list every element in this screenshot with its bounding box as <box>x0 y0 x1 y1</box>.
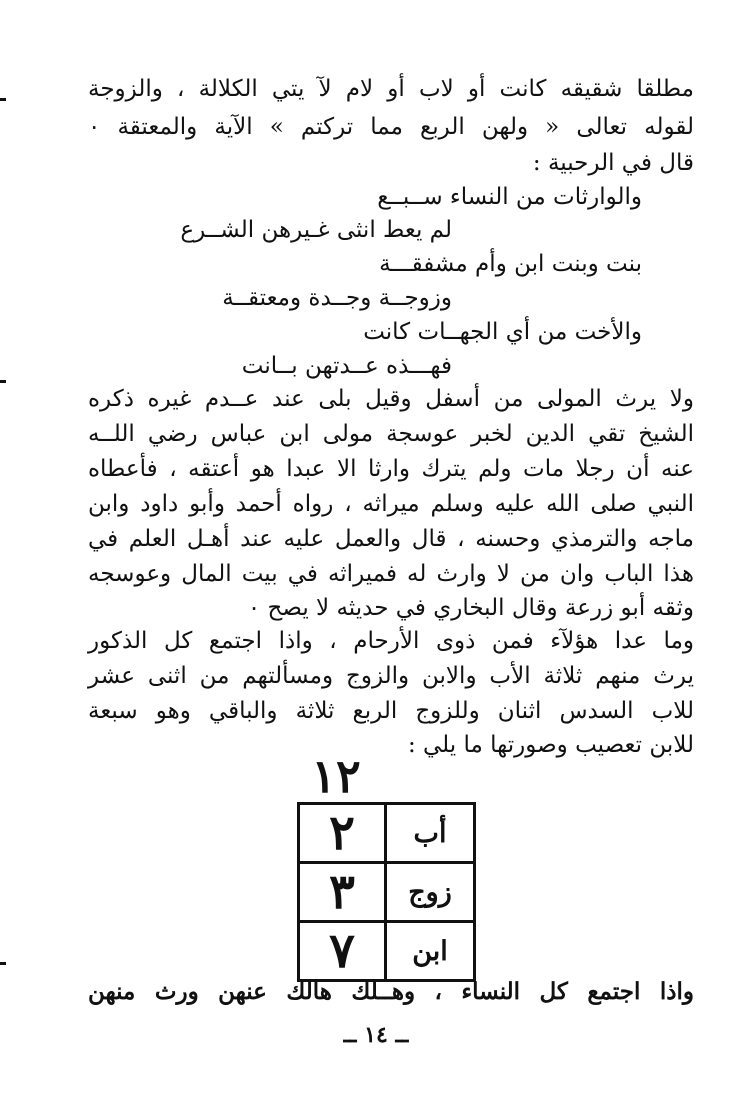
scan-edge-mark <box>0 98 6 101</box>
scan-edge-mark <box>0 962 6 965</box>
table-row <box>299 804 475 863</box>
poem-line: والوارثات من النساء ســبــع <box>377 184 642 210</box>
text-line: الشيخ تقي الدين لخبر عوسجة مولى ابن عباس رضي اللــه <box>88 421 694 447</box>
heir-cell: ابن <box>386 922 475 981</box>
share-cell: ٢ <box>299 804 386 863</box>
text-line: وثقه أبو زرعة وقال البخاري في حديثه لا يصح ٠ <box>247 595 694 621</box>
poem-line: وزوجــة وجــدة ومعتقــة <box>222 285 452 311</box>
heir-cell: زوج <box>386 863 475 922</box>
text-line: ولا يرث المولى من أسفل وقيل بلى عند عــدم غيره ذكره <box>88 386 694 412</box>
text-line: قال في الرحبية : <box>532 150 694 176</box>
text-line: للابن تعصيب وصورتها ما يلي : <box>407 732 694 758</box>
text-line: مطلقا شقيقه كانت أو لاب أو لام لآ يتي الكلالة ، والزوجة <box>88 76 694 102</box>
poem-line: بنت وبنت ابن وأم مشفقـــة <box>379 251 642 277</box>
scan-edge-mark <box>0 380 6 383</box>
text-line: ماجه والترمذي وحسنه ، قال والعمل عليه عند أهـل العلم في <box>88 526 694 552</box>
text-line: عنه أن رجلا مات ولم يترك وارثا الا عبدا هو أعتقه ، فأعطاه <box>88 456 694 482</box>
inheritance-table <box>297 802 476 982</box>
poem-line: لم يعط انثى غـيرهن الشــرع <box>180 217 452 243</box>
table-total: ١٢ <box>311 749 361 803</box>
share-cell: ٣ <box>299 863 386 922</box>
poem-line: فهـــذه عــدتهن بــانت <box>241 353 452 379</box>
closing-line: واذا اجتمع كل النساء ، وهــلك هالك عنهن ورث منهن <box>88 978 694 1005</box>
poem-line: والأخت من أي الجهــات كانت <box>363 319 642 345</box>
table-row <box>299 863 475 922</box>
text-line: يرث منهم ثلاثة الأب والابن والزوج ومسألتهم من اثنى عشر <box>88 663 694 689</box>
text-line: وما عدا هؤلآء فمن ذوى الأرحام ، واذا اجتمع كل الذكور <box>88 628 694 654</box>
heir-cell: أب <box>386 804 475 863</box>
text-line: النبي صلى الله عليه وسلم ميراثه ، رواه أحمد وأبو داود وابن <box>88 491 694 517</box>
text-line: لقوله تعالى « ولهن الربع مما تركتم » الآية والمعتقة ٠ <box>88 114 694 140</box>
share-cell: ٧ <box>299 922 386 981</box>
table-row <box>299 922 475 981</box>
text-line: هذا الباب وان من لا وارث له فميراثه في بيت المال وعوسجه <box>88 561 694 587</box>
text-line: للاب السدس اثنان وللزوج الربع ثلاثة والباقي وهو سبعة <box>88 698 694 724</box>
page-number: ــ ١٤ ــ <box>343 1022 409 1048</box>
